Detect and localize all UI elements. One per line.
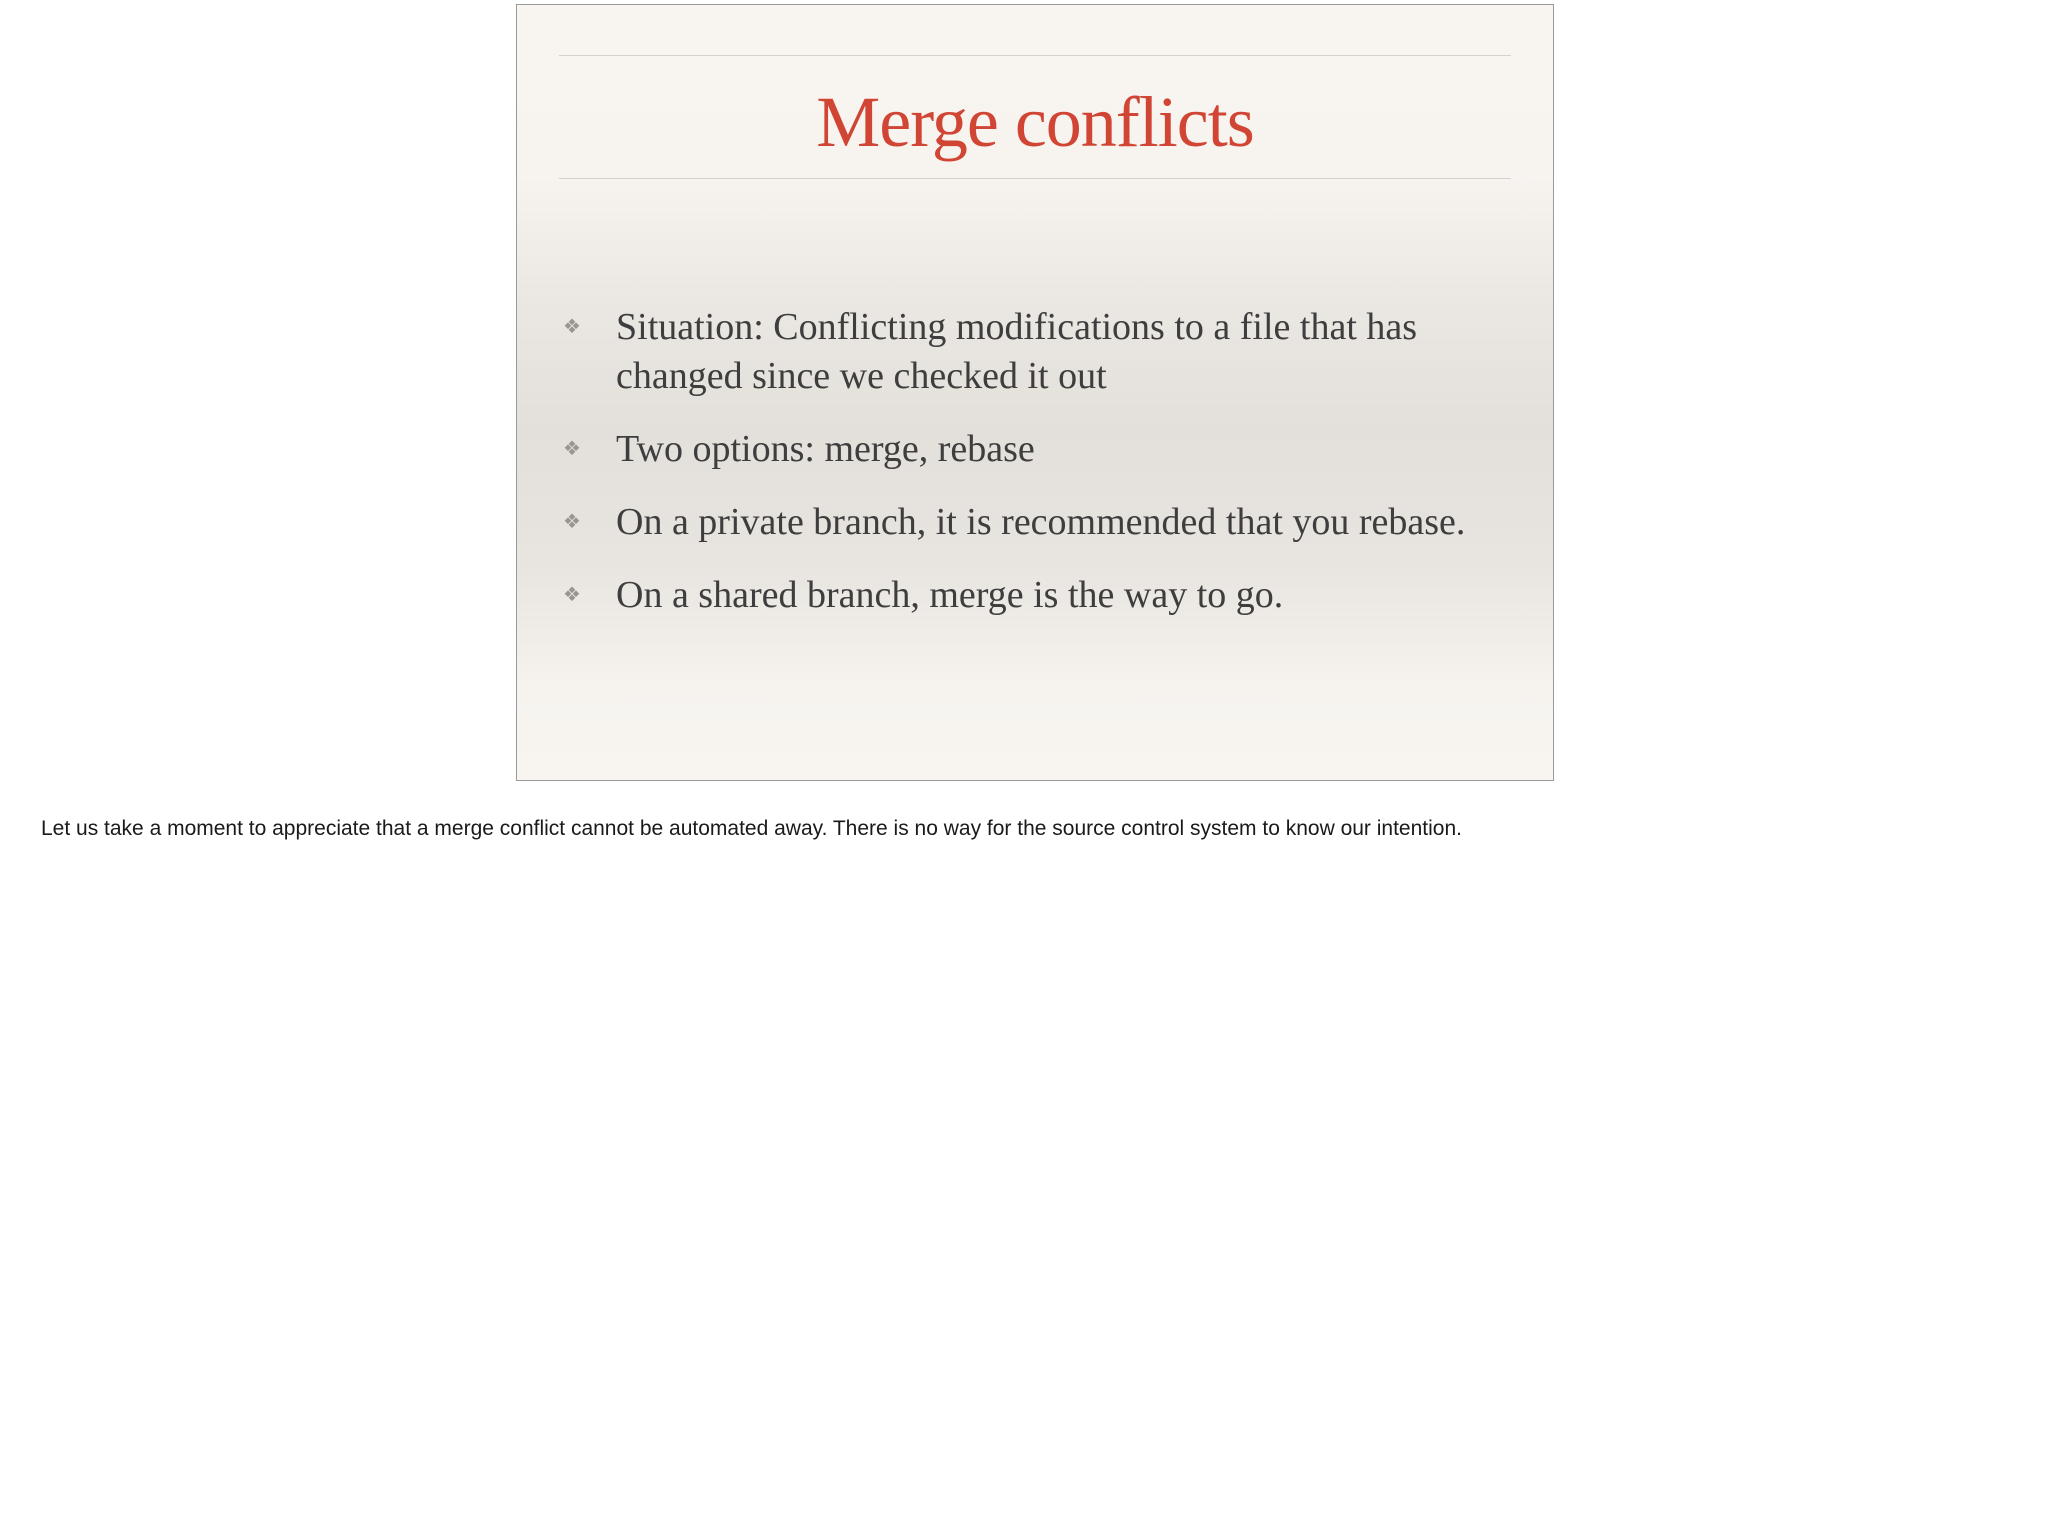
- bullet-text: On a private branch, it is recommended that you rebase.: [616, 501, 1466, 543]
- bullet-item: [557, 571, 1537, 620]
- diamond-bullet-icon: ❖: [563, 584, 581, 606]
- bullet-text: Situation: Conflicting modifications to a file that has changed since we checked it out: [616, 306, 1418, 397]
- title-rule-top: [559, 55, 1511, 56]
- diamond-bullet-icon: ❖: [563, 511, 581, 533]
- bullet-item: [557, 498, 1537, 547]
- bullet-item: [557, 303, 1537, 401]
- speaker-notes: Let us take a moment to appreciate that a merge conflict cannot be automated away. There is no way for the source control system to know our intention.: [41, 817, 1462, 840]
- slide: [516, 4, 1554, 781]
- title-rule-bottom: [559, 178, 1511, 179]
- bullet-item: [557, 425, 1537, 474]
- slide-title: Merge conflicts: [816, 82, 1254, 162]
- bullet-list: [557, 303, 1537, 644]
- diamond-bullet-icon: ❖: [563, 316, 581, 338]
- bullet-text: Two options: merge, rebase: [616, 428, 1035, 470]
- diamond-bullet-icon: ❖: [563, 438, 581, 460]
- bullet-text: On a shared branch, merge is the way to go.: [616, 574, 1284, 616]
